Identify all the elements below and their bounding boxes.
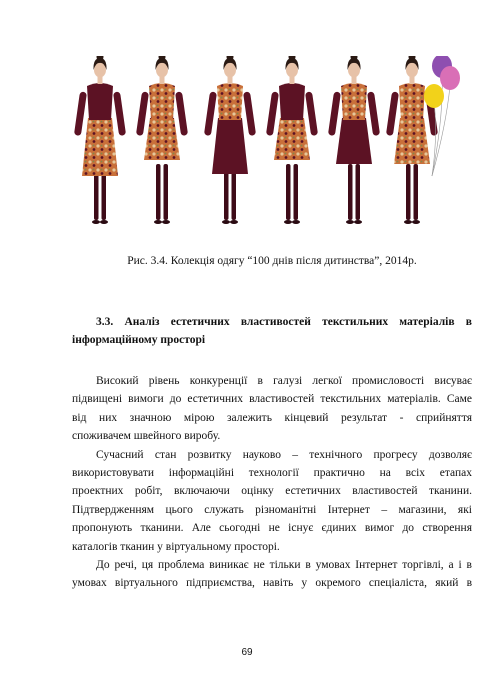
paragraph-line: споживачем швейного виробу.	[72, 430, 221, 443]
section-heading	[72, 313, 472, 349]
model-figure	[386, 56, 438, 224]
paragraph-line: каталогів тканин у віртуальному просторі.	[72, 540, 280, 553]
paragraph-1	[72, 372, 472, 446]
paragraph-line: Високий рівень конкуренції в галузі легкої промисловості висуває	[96, 375, 472, 387]
model-figure	[136, 56, 188, 224]
fashion-collection-photo	[72, 56, 472, 232]
paragraph-2	[72, 446, 472, 556]
page-number: 69	[241, 647, 253, 658]
body-text	[72, 372, 472, 593]
model-figure	[204, 56, 256, 224]
section-heading-line-2: інформаційному просторі	[72, 334, 206, 346]
fashion-collection-figure	[72, 56, 472, 232]
paragraph-line: пропонують тканини. Але сьогодні не існує єдиних вимог до створення	[72, 522, 472, 535]
paragraph-line: Підтвердженням цього служать різноманітні Інтернет – магазини, які	[72, 503, 472, 516]
paragraph-line: підвищені вимоги до естетичних властивостей текстильних матеріалів. Саме	[72, 393, 472, 406]
model-figure	[74, 56, 126, 224]
paragraph-line: використовувати інформаційні технології практично на всіх етапах	[72, 467, 472, 480]
paragraph-line: До речі, ця проблема виникає не тільки в умовах Інтернет торгівлі, а і в	[96, 559, 472, 572]
model-figure	[266, 56, 318, 224]
paragraph-line: проектних робіт, включаючи оцінку естетичних властивостей тканини.	[72, 485, 472, 498]
paragraph-line: Сучасний стан розвитку науково – технічного прогресу дозволяє	[96, 448, 472, 461]
section-heading-line-1: 3.3. Аналіз естетичних властивостей текстильних матеріалів в	[96, 316, 472, 328]
figure-caption: Рис. 3.4. Колекція одягу “100 днів після дитинства”, 2014р.	[127, 255, 417, 267]
paragraph-line: від них значною мірою залежить кінцевий результат - сприйняття	[72, 411, 472, 424]
model-figure	[328, 56, 380, 224]
paragraph-line: умовах віртуального підприємства, навіть у окремого спеціаліста, який в	[72, 577, 472, 590]
paragraph-3	[72, 556, 472, 593]
